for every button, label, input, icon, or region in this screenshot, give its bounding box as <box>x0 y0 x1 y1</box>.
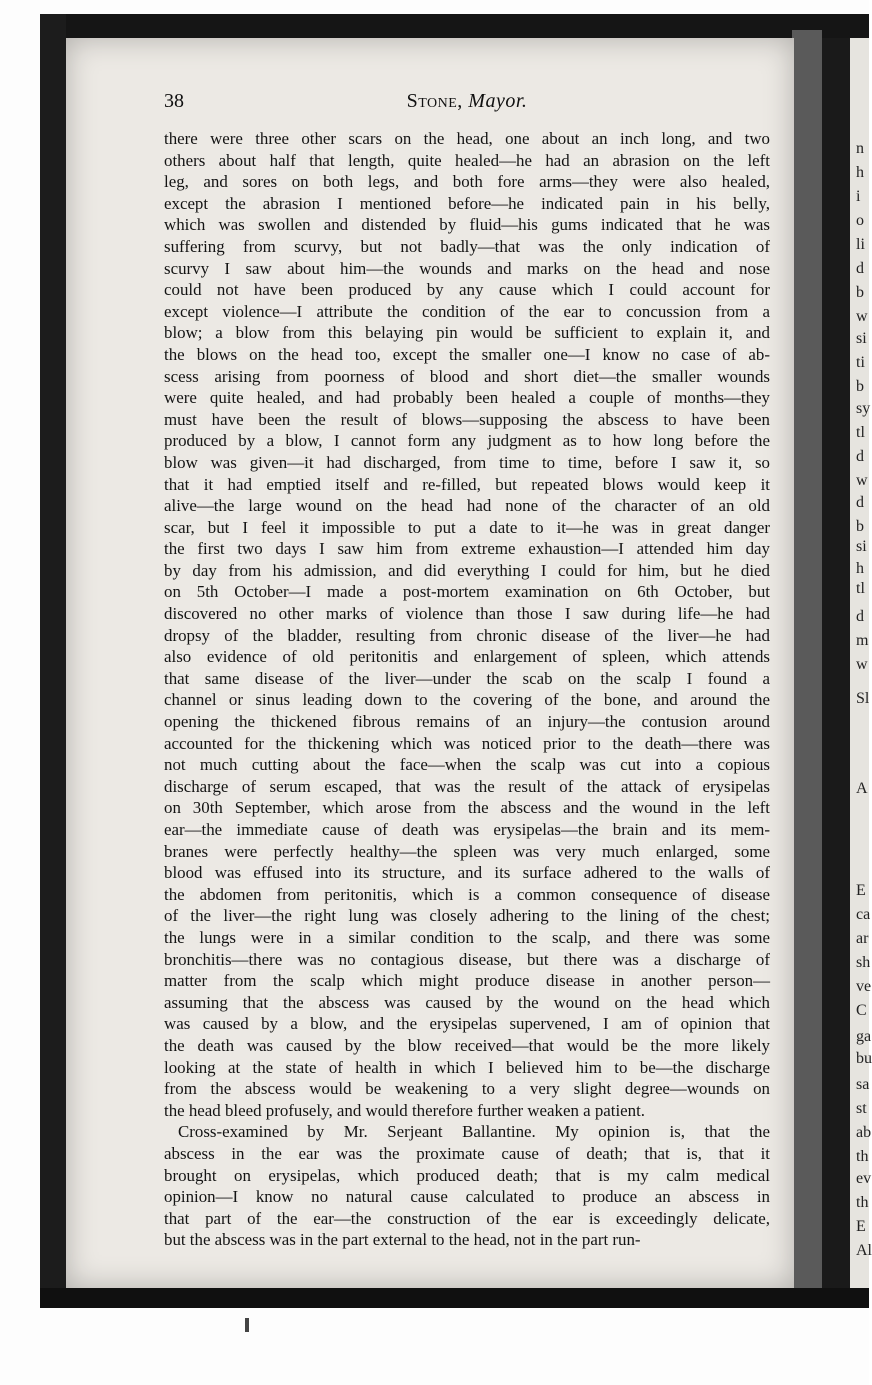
text-line: scar, but I feel it impossible to put a date to it—he was in great danger <box>164 517 770 537</box>
text-line: were quite healed, and had probably been healed a couple of months—they <box>164 388 770 408</box>
facing-page-fragment: th <box>856 1148 869 1165</box>
page-header <box>164 90 770 120</box>
text-line: that same disease of the liver—under the scab on the scalp I found a <box>164 668 770 688</box>
facing-page-fragment: li <box>856 236 865 253</box>
facing-page-fragment: sa <box>856 1076 870 1093</box>
facing-page-fragment: ev <box>856 1170 872 1187</box>
text-line: the blows on the head too, except the smaller one—I know no case of ab- <box>164 344 770 364</box>
facing-page-fragment: A <box>856 780 868 797</box>
text-line: the abdomen from peritonitis, which is a common consequence of disease <box>164 884 770 904</box>
scanner-frame-bottom <box>40 1288 869 1308</box>
text-line: from the abscess would be weakening to a very slight degree—wounds on <box>164 1079 770 1099</box>
facing-page-fragment: Sl <box>856 690 870 707</box>
facing-page-fragment: w <box>856 308 868 325</box>
facing-page-fragment: si <box>856 330 867 347</box>
facing-page-fragment: d <box>856 448 864 465</box>
running-head-title: Mayor. <box>468 90 528 112</box>
facing-page-fragment: b <box>856 378 864 395</box>
facing-page-fragment: w <box>856 472 868 489</box>
scan-speck <box>245 1318 249 1332</box>
text-line: abscess in the ear was the proximate cause of death; that is, that it <box>164 1143 770 1163</box>
scanner-frame-right <box>822 38 850 1288</box>
text-line: assuming that the abscess was caused by the wound on the head which <box>164 992 770 1012</box>
facing-page-fragment: th <box>856 1194 869 1211</box>
running-head <box>164 90 770 113</box>
scanner-frame-left <box>40 14 66 1304</box>
facing-page-fragment: si <box>856 538 867 555</box>
facing-page-fragment: b <box>856 518 864 535</box>
running-head-name: Stone, <box>406 90 463 112</box>
facing-page-fragment: ab <box>856 1124 872 1141</box>
facing-page-fragment: d <box>856 494 864 511</box>
facing-page-fragment: h <box>856 560 864 577</box>
facing-page-fragment: E <box>856 1218 866 1235</box>
scan-margin-bottom <box>0 1308 869 1385</box>
text-line: others about half that length, quite healed—he had an abrasion on the left <box>164 150 770 170</box>
facing-page-fragment: bu <box>856 1050 872 1067</box>
text-line: opening the thickened fibrous remains of an injury—the contusion around <box>164 712 770 732</box>
text-line: accounted for the thickening which was noticed prior to the death—there was <box>164 733 770 753</box>
facing-page-fragment: h <box>856 164 864 181</box>
facing-page-fragment: w <box>856 656 868 673</box>
facing-page-fragment: tl <box>856 580 865 597</box>
text-line: but the abscess was in the part external to the head, not in the part run- <box>164 1230 641 1250</box>
text-line: brought on erysipelas, which produced death; that is my calm medical <box>164 1165 770 1185</box>
facing-page-fragment: C <box>856 1002 867 1019</box>
facing-page-fragment: ca <box>856 906 871 923</box>
facing-page-fragment: ve <box>856 978 872 995</box>
text-line: there were three other scars on the head, one about an inch long, and two <box>164 129 770 148</box>
text-line: the lungs were in a similar condition to the scalp, and there was some <box>164 927 770 947</box>
facing-page-fragment: d <box>856 260 864 277</box>
facing-page-fragment: tl <box>856 424 865 441</box>
facing-page-fragment: E <box>856 882 866 899</box>
text-line: except violence—I attribute the condition of the ear to concussion from a <box>164 301 770 321</box>
facing-page-fragment: ti <box>856 354 865 371</box>
page-gutter <box>792 30 822 1300</box>
scanner-frame-top <box>40 14 869 38</box>
text-line: not much cutting about the face—when the scalp was cut into a copious <box>164 755 770 775</box>
text-line: ear—the immediate cause of death was erysipelas—the brain and its mem- <box>164 820 770 839</box>
text-line: discharge of serum escaped, that was the result of the attack of erysipelas <box>164 776 770 796</box>
text-line: opinion—I know no natural cause calculated to produce an abscess in <box>164 1187 770 1207</box>
text-line: suffering from scurvy, but not badly—that was the only indication of <box>164 236 770 256</box>
text-line: could not have been produced by any cause which I could account for <box>164 280 770 300</box>
text-line: channel or sinus leading down to the covering of the bone, and around the <box>164 690 770 710</box>
facing-page-fragment: sh <box>856 954 871 971</box>
text-line: branes were perfectly healthy—the spleen was very much enlarged, some <box>164 841 770 861</box>
text-line: that part of the ear—the construction of the ear is exceedingly delicate, <box>164 1208 770 1228</box>
text-line: scurvy I saw about him—the wounds and marks on the head and nose <box>164 258 770 278</box>
body-text <box>164 128 770 1251</box>
facing-page-fragment: i <box>856 188 861 205</box>
text-line: leg, and sores on both legs, and both fore arms—they were also healed, <box>164 172 770 192</box>
facing-page-fragment: o <box>856 212 864 229</box>
text-line: on 30th September, which arose from the abscess and the wound in the left <box>164 798 770 818</box>
text-line: must have been the result of blows—supposing the abscess to have been <box>164 409 770 429</box>
facing-page-fragment: sy <box>856 400 871 417</box>
text-line: blood was effused into its structure, and its surface adhered to the walls of <box>164 863 770 883</box>
facing-page-fragment: b <box>856 284 864 301</box>
text-line: matter from the scalp which might produce disease in another person— <box>164 971 770 991</box>
facing-page-fragment: ga <box>856 1028 872 1045</box>
text-line: alive—the large wound on the head had none of the character of an old <box>164 496 770 516</box>
text-line: of the liver—the right lung was closely adhering to the lining of the chest; <box>164 906 770 926</box>
text-line: also evidence of old peritonitis and enlargement of spleen, which attends <box>164 647 770 667</box>
facing-page-fragment: ar <box>856 930 869 947</box>
text-line: Cross-examined by Mr. Serjeant Ballantine. My opinion is, that the <box>178 1122 770 1142</box>
text-line: the death was caused by the blow received—that would be the more likely <box>164 1035 770 1055</box>
text-line: blow; a blow from this belaying pin would be sufficient to explain it, and <box>164 323 770 343</box>
text-line: the first two days I saw him from extreme exhaustion—I attended him day <box>164 539 770 559</box>
text-line: looking at the state of health in which I believed him to be—the discharge <box>164 1057 770 1077</box>
facing-page-fragment: d <box>856 608 864 625</box>
facing-page-fragment: m <box>856 632 869 649</box>
facing-page-fragment: Al <box>856 1242 872 1259</box>
text-line: which was swollen and distended by fluid—his gums indicated that he was <box>164 215 770 235</box>
text-line: bronchitis—there was no contagious disease, but there was a discharge of <box>164 949 770 969</box>
text-line: produced by a blow, I cannot form any judgment as to how long before the <box>164 431 770 451</box>
text-line: was caused by a blow, and the erysipelas supervened, I am of opinion that <box>164 1014 770 1034</box>
text-line: blow was given—it had discharged, from time to time, before I saw it, so <box>164 452 770 472</box>
text-line: that it had emptied itself and re-filled, but repeated blows would keep it <box>164 474 770 494</box>
text-line: scess arising from poorness of blood and short diet—the smaller wounds <box>164 366 770 386</box>
text-line: discovered no other marks of violence than those I saw during life—he had <box>164 604 770 624</box>
text-line: by day from his admission, and did everything I could for him, but he died <box>164 560 770 580</box>
text-line: the head bleed profusely, and would therefore further weaken a patient. <box>164 1100 646 1120</box>
text-line: dropsy of the bladder, resulting from chronic disease of the liver—he had <box>164 625 770 645</box>
text-line: on 5th October—I made a post-mortem examination on 6th October, but <box>164 582 770 602</box>
page-number: 38 <box>164 90 184 112</box>
text-line: except the abrasion I mentioned before—he indicated pain in his belly, <box>164 193 770 213</box>
facing-page-fragment: n <box>856 140 864 157</box>
facing-page-fragment: st <box>856 1100 867 1117</box>
